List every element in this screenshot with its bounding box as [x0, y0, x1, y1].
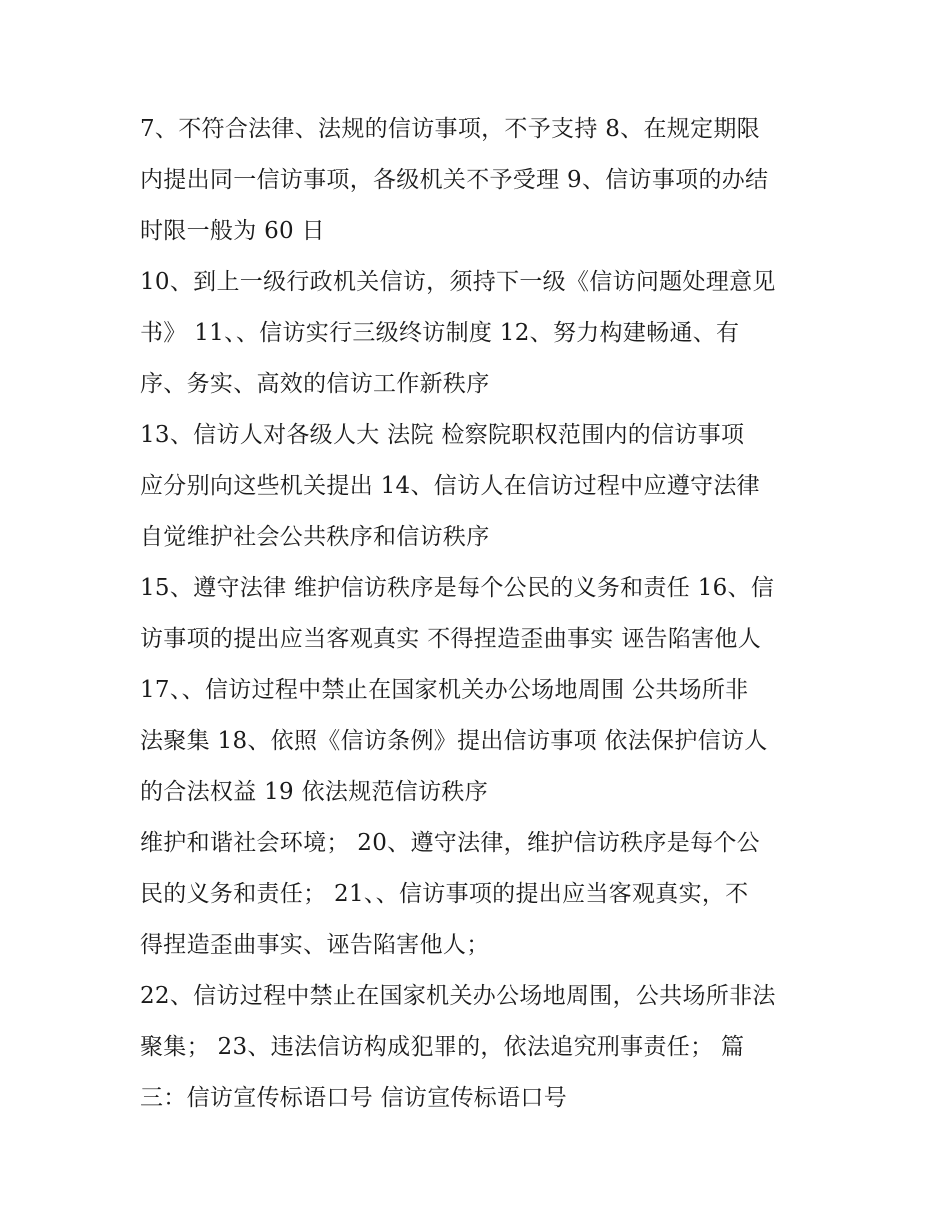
- text-line: 17、、信访过程中禁止在国家机关办公场地周围 公共场所非: [140, 677, 749, 703]
- text-line: 15、遵守法律 维护信访秩序是每个公民的义务和责任 16、信: [140, 575, 775, 601]
- text-line: 22、信访过程中禁止在国家机关办公场地周围，公共场所非法: [140, 983, 776, 1009]
- text-line: 10、到上一级行政机关信访，须持下一级《信访问题处理意见: [140, 269, 776, 295]
- text-line: 访事项的提出应当客观真实 不得捏造歪曲事实 诬告陷害他人: [140, 626, 762, 652]
- text-line: 书》 11、、信访实行三级终访制度 12、努力构建畅通、有: [140, 320, 740, 346]
- text-line: 法聚集 18、依照《信访条例》提出信访事项 依法保护信访人: [140, 728, 768, 754]
- text-line: 时限一般为 60 日: [140, 218, 325, 244]
- document-body: [140, 104, 820, 1124]
- text-line: 民的义务和责任； 21、、信访事项的提出应当客观真实，不: [140, 881, 749, 907]
- text-line: 得捏造歪曲事实、诬告陷害他人；: [140, 932, 490, 958]
- text-line: 序、务实、高效的信访工作新秩序: [140, 371, 490, 397]
- text-line: 的合法权益 19 依法规范信访秩序: [140, 779, 488, 805]
- text-line: 7、不符合法律、法规的信访事项，不予支持 8、在规定期限: [140, 116, 760, 142]
- text-line: 应分别向这些机关提出 14、信访人在信访过程中应遵守法律: [140, 473, 760, 499]
- text-line: 自觉维护社会公共秩序和信访秩序: [140, 524, 490, 550]
- text-line: 聚集； 23、违法信访构成犯罪的，依法追究刑事责任； 篇: [140, 1034, 745, 1060]
- text-line: 三：信访宣传标语口号 信访宣传标语口号: [140, 1085, 568, 1111]
- text-line: 维护和谐社会环境； 20、遵守法律，维护信访秩序是每个公: [140, 830, 760, 856]
- text-line: 内提出同一信访事项，各级机关不予受理 9、信访事项的办结: [140, 167, 769, 193]
- text-line: 13、信访人对各级人大 法院 检察院职权范围内的信访事项: [140, 422, 745, 448]
